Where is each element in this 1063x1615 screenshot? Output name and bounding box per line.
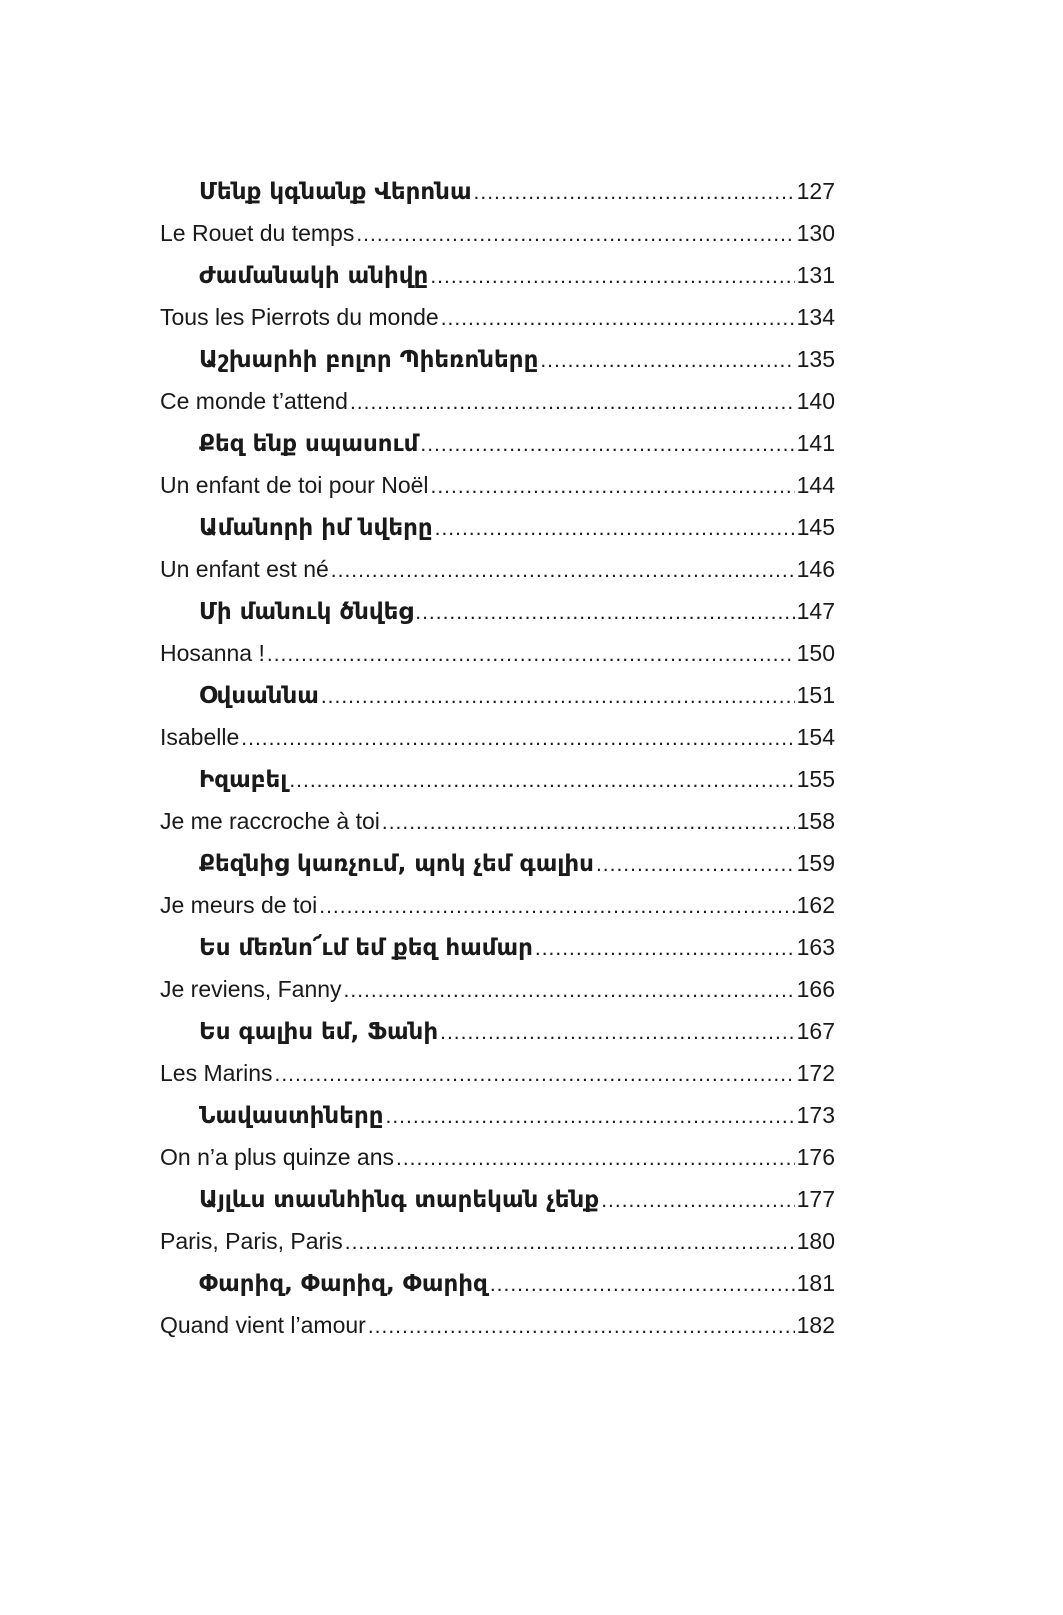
toc-entry-title: Նավաստիները	[199, 1103, 384, 1129]
toc-entry	[160, 1262, 835, 1304]
toc-entry-title: Մի մանուկ ծնվեց	[199, 599, 414, 625]
dot-leader	[241, 718, 794, 760]
toc-entry-page-number: 176	[796, 1144, 835, 1170]
dot-leader	[441, 298, 795, 340]
dot-leader	[435, 508, 795, 550]
toc-entry	[160, 296, 835, 338]
toc-entry-page-number: 127	[796, 178, 835, 204]
dot-leader	[601, 1180, 794, 1222]
toc-entry-page-number: 130	[796, 220, 835, 246]
toc-entry	[160, 926, 835, 968]
dot-leader	[274, 1054, 794, 1096]
toc-entry-title: Tous les Pierrots du monde	[160, 304, 439, 330]
dot-leader	[344, 970, 795, 1012]
toc-entry	[160, 884, 835, 926]
toc-entry	[160, 380, 835, 422]
dot-leader	[474, 172, 795, 214]
toc-entry-title: Աշխարհի բոլոր Պիեռոները	[199, 347, 539, 373]
toc-entry-title: Ce monde t’attend	[160, 388, 348, 414]
toc-entry-page-number: 147	[796, 598, 835, 624]
toc-entry-page-number: 140	[796, 388, 835, 414]
toc-entry-title: Un enfant est né	[160, 556, 329, 582]
dot-leader	[386, 1096, 795, 1138]
toc-entry-page-number: 173	[796, 1102, 835, 1128]
toc-entry	[160, 1304, 835, 1346]
dot-leader	[350, 382, 795, 424]
toc-entry-title: Քեզ ենք սպասում	[199, 431, 419, 457]
dot-leader	[267, 634, 795, 676]
toc-entry-title: Իզաբել	[199, 767, 288, 793]
toc-entry-page-number: 159	[796, 850, 835, 876]
toc-entry-page-number: 181	[796, 1270, 835, 1296]
dot-leader	[415, 592, 794, 634]
toc-entry	[160, 1094, 835, 1136]
toc-entry-page-number: 146	[796, 556, 835, 582]
dot-leader	[331, 550, 795, 592]
toc-entry	[160, 674, 835, 716]
toc-entry	[160, 548, 835, 590]
dot-leader	[540, 340, 794, 382]
dot-leader	[321, 676, 795, 718]
toc-entry	[160, 1052, 835, 1094]
toc-entry	[160, 590, 835, 632]
dot-leader	[356, 214, 794, 256]
dot-leader	[319, 886, 794, 928]
toc-entry-page-number: 163	[796, 934, 835, 960]
toc-entry-title: On n’a plus quinze ans	[160, 1144, 394, 1170]
dot-leader	[596, 844, 795, 886]
dot-leader	[345, 1222, 795, 1264]
toc-entry-page-number: 131	[796, 262, 835, 288]
toc-entry	[160, 800, 835, 842]
toc-entry	[160, 338, 835, 380]
toc-entry	[160, 464, 835, 506]
toc-entry-title: Ամանորի իմ նվերը	[199, 515, 433, 541]
toc-entry-page-number: 135	[796, 346, 835, 372]
toc-entry-title: Je reviens, Fanny	[160, 976, 342, 1002]
toc-entry	[160, 170, 835, 212]
toc-entry	[160, 1220, 835, 1262]
toc-entry-page-number: 155	[796, 766, 835, 792]
toc-entry	[160, 254, 835, 296]
toc-entry-page-number: 134	[796, 304, 835, 330]
toc-entry-page-number: 154	[796, 724, 835, 750]
toc-entry-title: Isabelle	[160, 724, 240, 750]
toc-entry	[160, 1010, 835, 1052]
toc-entry-page-number: 162	[796, 892, 835, 918]
toc-entry	[160, 212, 835, 254]
dot-leader	[490, 1264, 795, 1306]
toc-entry-title: Un enfant de toi pour Noël	[160, 472, 429, 498]
toc-entry	[160, 716, 835, 758]
dot-leader	[431, 466, 795, 508]
toc-entry-page-number: 167	[796, 1018, 835, 1044]
toc-entry-title: Hosanna !	[160, 640, 265, 666]
toc-entry-title: Les Marins	[160, 1060, 273, 1086]
toc-entry-title: Je meurs de toi	[160, 892, 318, 918]
toc-entry-title: Je me raccroche à toi	[160, 808, 380, 834]
toc-entry-title: Փարիզ, Փարիզ, Փարիզ	[199, 1271, 488, 1297]
dot-leader	[430, 256, 794, 298]
dot-leader	[420, 424, 794, 466]
toc-entry	[160, 1178, 835, 1220]
toc-entry	[160, 758, 835, 800]
toc-entry	[160, 842, 835, 884]
dot-leader	[535, 928, 795, 970]
toc-entry-page-number: 182	[796, 1312, 835, 1338]
toc-entry-title: Le Rouet du temps	[160, 220, 355, 246]
toc-entry	[160, 422, 835, 464]
toc-entry-page-number: 180	[796, 1228, 835, 1254]
toc-entry-page-number: 150	[796, 640, 835, 666]
toc-entry	[160, 1136, 835, 1178]
toc-entry	[160, 506, 835, 548]
toc-entry-title: Օվսաննա	[199, 683, 319, 709]
toc-entry-page-number: 151	[796, 682, 835, 708]
toc-entry-title: Այլևս տասնհինգ տարեկան չենք	[199, 1187, 600, 1213]
toc-entry-page-number: 172	[796, 1060, 835, 1086]
toc-entry	[160, 632, 835, 674]
toc-entry-page-number: 177	[796, 1186, 835, 1212]
toc-entry-title: Paris, Paris, Paris	[160, 1228, 343, 1254]
toc-entry-title: Մենք կգնանք Վերոնա	[199, 179, 472, 205]
dot-leader	[396, 1138, 795, 1180]
dot-leader	[440, 1012, 795, 1054]
toc-entry-title: Քեզնից կառչում, պոկ չեմ գալիս	[199, 851, 594, 877]
toc-entry-title: Ես գալիս եմ, Ֆանի	[199, 1019, 439, 1045]
toc-entry-title: Quand vient l’amour	[160, 1312, 366, 1338]
dot-leader	[368, 1306, 795, 1348]
toc-entry-page-number: 166	[796, 976, 835, 1002]
toc-entry-page-number: 158	[796, 808, 835, 834]
toc-entry-page-number: 141	[796, 430, 835, 456]
dot-leader	[382, 802, 795, 844]
toc-entry-page-number: 145	[796, 514, 835, 540]
dot-leader	[289, 760, 794, 802]
toc-entry-title: Ես մեռնո՜ւմ եմ քեզ համար	[199, 935, 533, 961]
toc-entry-page-number: 144	[796, 472, 835, 498]
toc-entry-title: Ժամանակի անիվը	[199, 263, 429, 289]
toc-entry	[160, 968, 835, 1010]
table-of-contents	[160, 170, 835, 1346]
